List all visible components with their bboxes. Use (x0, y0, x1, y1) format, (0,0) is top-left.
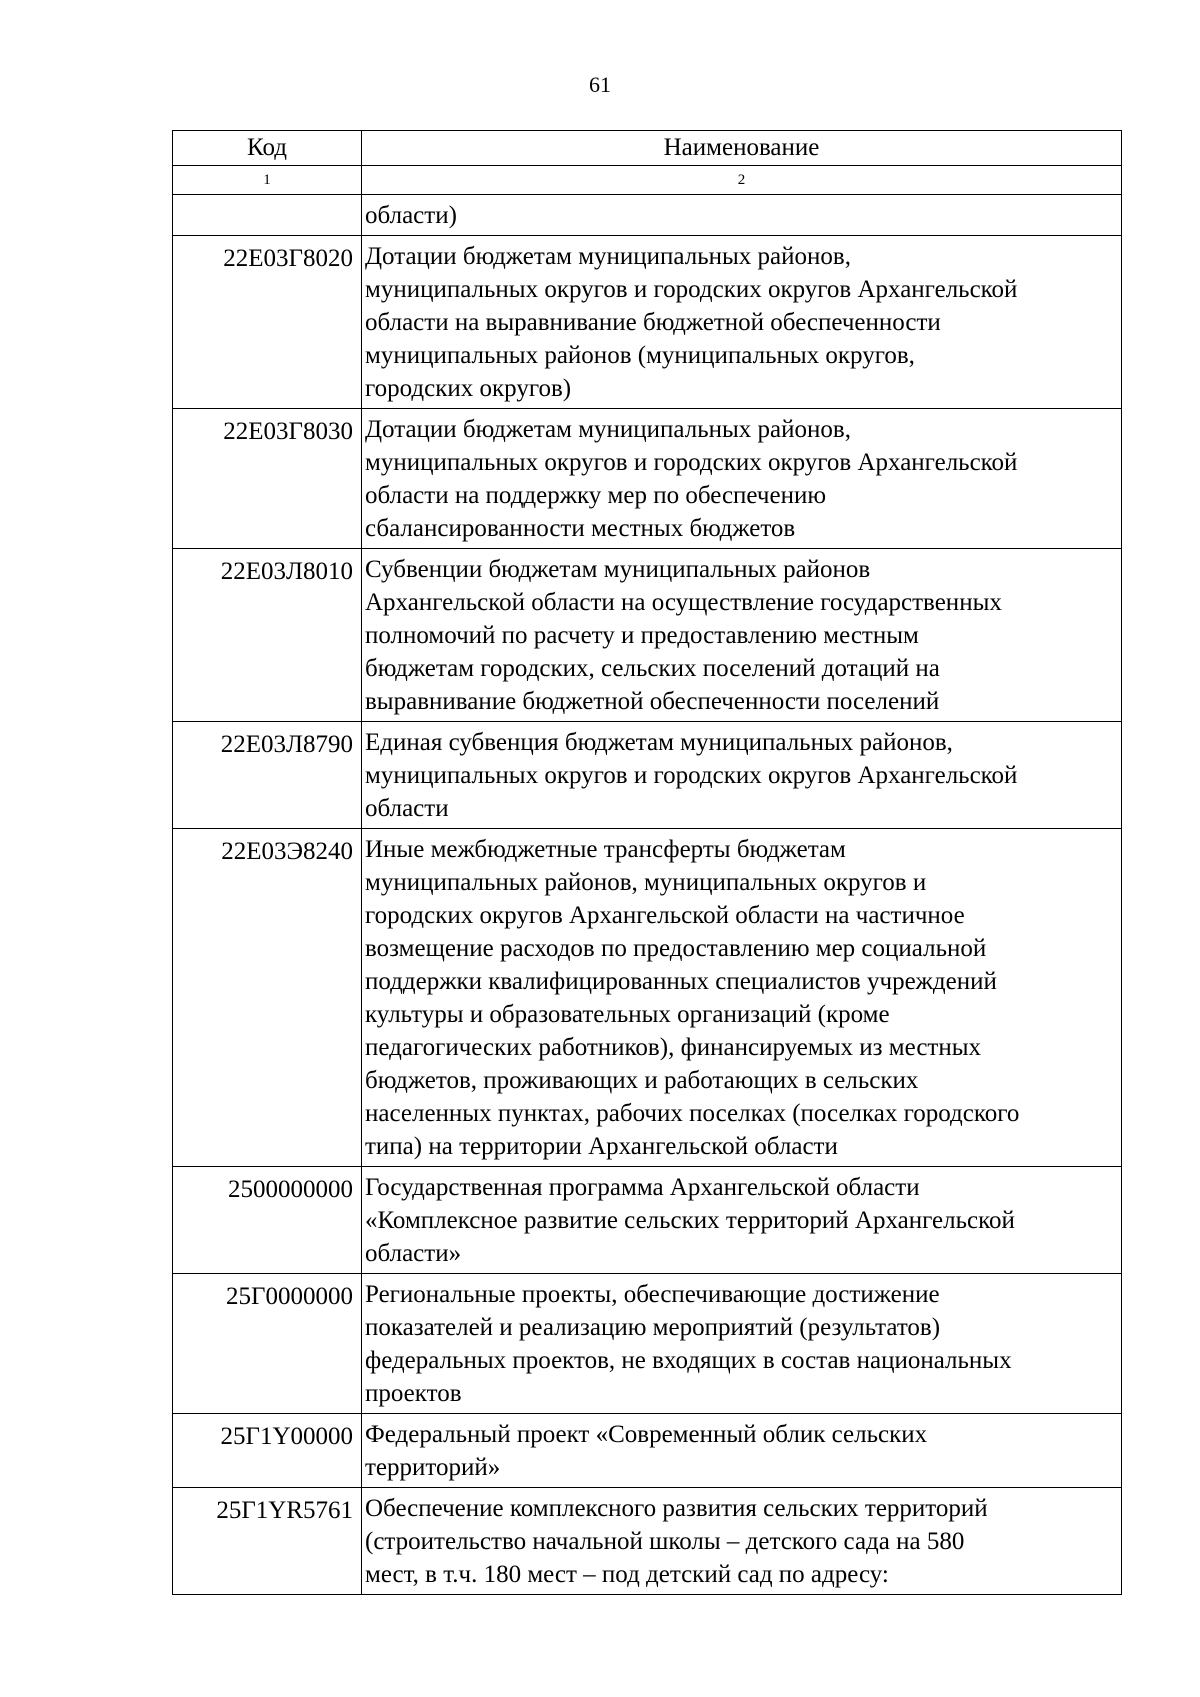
table-row (173, 1274, 1122, 1414)
row-name-line: сбалансированности местных бюджетов (365, 515, 796, 542)
row-code: 25Г0000000 (173, 1274, 362, 1414)
row-name-line: Дотации бюджетам муниципальных районов, (365, 416, 851, 443)
page-number: 61 (589, 72, 611, 97)
row-name-line: бюджетам городских, сельских поселений дотаций на (365, 655, 940, 682)
row-name-line: поддержки квалифицированных специалистов учреждений (365, 968, 997, 995)
row-name-line: Дотации бюджетам муниципальных районов, (365, 243, 851, 270)
row-name-line: Обеспечение комплексного развития сельских территорий (365, 1495, 988, 1522)
row-name-line: федеральных проектов, не входящих в состав национальных (365, 1347, 1012, 1374)
row-name-line: муниципальных округов и городских округов Архангельской (365, 276, 1018, 303)
row-code: 22Е03Г8030 (173, 409, 362, 549)
row-name-line: показателей и реализацию мероприятий (результатов) (365, 1314, 941, 1341)
column-number-2: 2 (362, 166, 1122, 195)
row-name-line: муниципальных округов и городских округов Архангельской (365, 449, 1018, 476)
row-name-line: «Комплексное развитие сельских территорий Архангельской (365, 1207, 1015, 1234)
row-name (362, 1414, 1122, 1488)
row-name-line: выравнивание бюджетной обеспеченности поселений (365, 688, 940, 715)
row-name (362, 1488, 1122, 1595)
table-header-row (173, 131, 1122, 166)
row-name-line: городских округов) (365, 375, 572, 402)
row-name (362, 829, 1122, 1167)
table-row (173, 829, 1122, 1167)
row-name-line: Региональные проекты, обеспечивающие достижение (365, 1281, 940, 1308)
row-code: 25Г1YR5761 (173, 1488, 362, 1595)
row-name-line: бюджетов, проживающих и работающих в сельских (365, 1067, 919, 1094)
row-name-line: городских округов Архангельской области на частичное (365, 902, 965, 929)
row-code: 25Г1Y00000 (173, 1414, 362, 1488)
row-name (362, 409, 1122, 549)
row-name-line: полномочий по расчету и предоставлению местным (365, 622, 919, 649)
row-name-line: Единая субвенция бюджетам муниципальных районов, (365, 729, 953, 756)
table-row (173, 195, 1122, 236)
row-name (362, 1274, 1122, 1414)
row-name (362, 549, 1122, 722)
row-name-line: проектов (365, 1380, 462, 1407)
row-name-line: Федеральный проект «Современный облик сельских (365, 1421, 928, 1448)
header-name: Наименование (362, 131, 1122, 166)
row-name-line: мест, в т.ч. 180 мест – под детский сад по адресу: (365, 1561, 889, 1588)
row-code: 2500000000 (173, 1167, 362, 1274)
column-number-row (173, 166, 1122, 195)
row-name-line: (строительство начальной школы – детского сада на 580 (365, 1528, 965, 1555)
row-name (362, 236, 1122, 409)
row-code: 22Е03Г8020 (173, 236, 362, 409)
budget-codes-table (172, 130, 1122, 1595)
table-row (173, 1488, 1122, 1595)
row-name-line: Иные межбюджетные трансферты бюджетам (365, 836, 846, 863)
row-code (173, 195, 362, 236)
row-name-line: Субвенции бюджетам муниципальных районов (365, 556, 871, 583)
table-row (173, 236, 1122, 409)
header-code: Код (173, 131, 362, 166)
table-row (173, 409, 1122, 549)
row-code: 22Е03Л8010 (173, 549, 362, 722)
row-name-line: Архангельской области на осуществление государственных (365, 589, 1002, 616)
row-name (362, 195, 1122, 236)
row-code: 22Е03Л8790 (173, 722, 362, 829)
row-name (362, 722, 1122, 829)
row-name-line: муниципальных округов и городских округов Архангельской (365, 762, 1018, 789)
table-row (173, 1167, 1122, 1274)
row-code: 22Е03Э8240 (173, 829, 362, 1167)
row-name-line: области (365, 795, 449, 822)
row-name-line: области» (365, 1240, 462, 1267)
row-name-line: территорий» (365, 1454, 501, 1481)
row-name-line: Государственная программа Архангельской области (365, 1174, 920, 1201)
table-row (173, 722, 1122, 829)
row-name-line: муниципальных районов, муниципальных округов и (365, 869, 927, 896)
row-name-line: культуры и образовательных организаций (кроме (365, 1001, 890, 1028)
row-name (362, 1167, 1122, 1274)
table-row (173, 549, 1122, 722)
row-name-line: муниципальных районов (муниципальных округов, (365, 342, 915, 369)
row-name-line: области на поддержку мер по обеспечению (365, 482, 827, 509)
row-name-line: области) (365, 202, 457, 229)
table-row (173, 1414, 1122, 1488)
row-name-line: области на выравнивание бюджетной обеспеченности (365, 309, 941, 336)
column-number-1: 1 (173, 166, 362, 195)
row-name-line: типа) на территории Архангельской области (365, 1133, 838, 1160)
row-name-line: педагогических работников), финансируемых из местных (365, 1034, 982, 1061)
table-body (173, 195, 1122, 1595)
row-name-line: возмещение расходов по предоставлению мер социальной (365, 935, 987, 962)
row-name-line: населенных пунктах, рабочих поселках (поселках городского (365, 1100, 1020, 1127)
